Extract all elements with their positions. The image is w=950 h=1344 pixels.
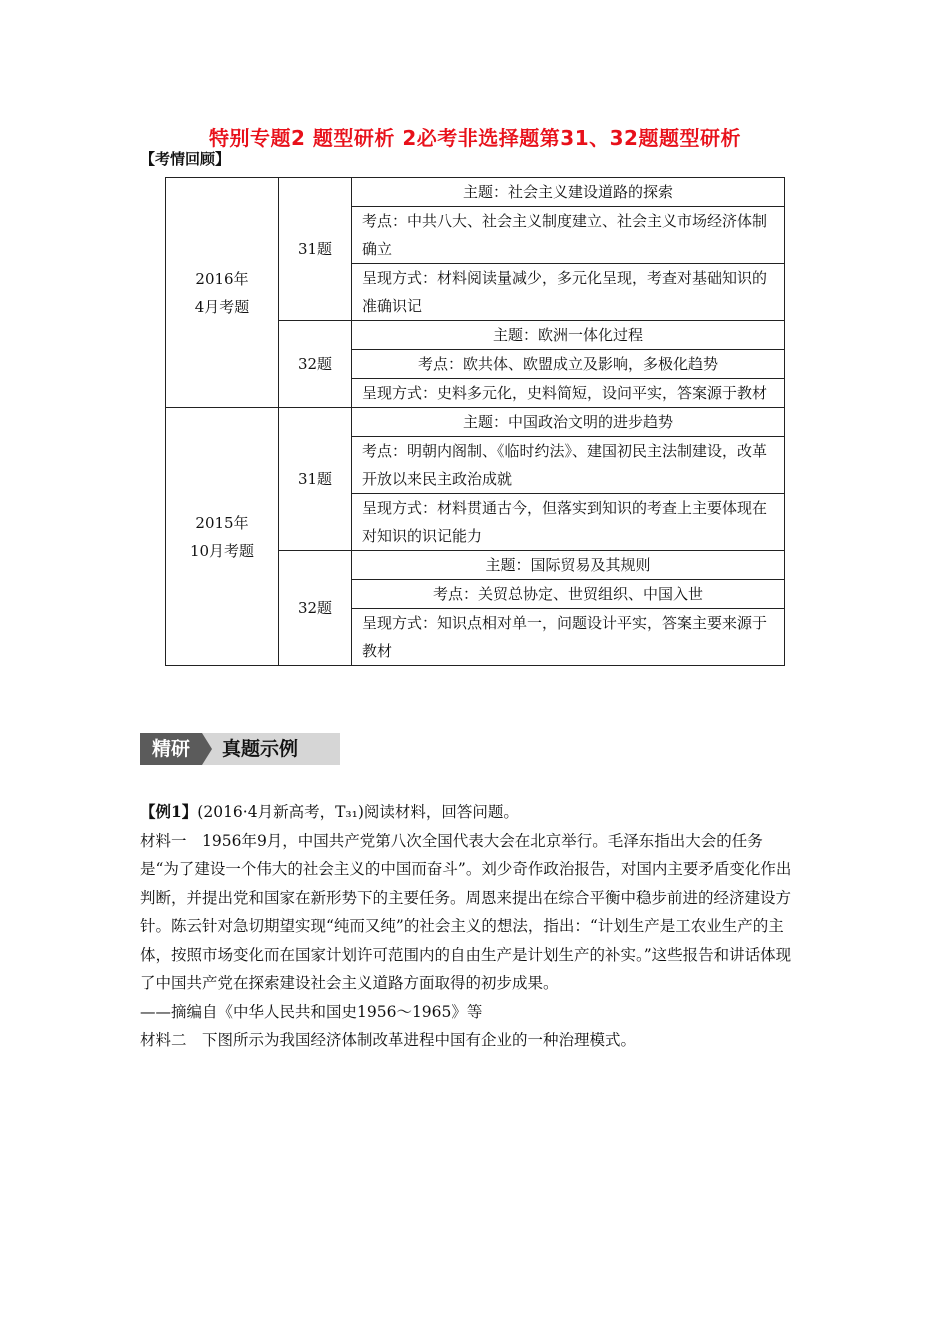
question-point: 考点：明朝内阁制、《临时约法》、建国初民主法制建设，改革开放以来民主政治成就 [352, 437, 785, 494]
question-theme: 主题：国际贸易及其规则 [352, 551, 785, 580]
exam-year-cell [166, 178, 279, 408]
question-presentation: 呈现方式：知识点相对单一，问题设计平实，答案主要来源于教材 [352, 609, 785, 666]
exam-year: 2015年 [195, 513, 249, 532]
exam-month: 4月考题 [194, 297, 250, 316]
question-number: 31题 [279, 408, 352, 551]
example-source: (2016·4月新高考，T₃₁)阅读材料，回答问题。 [197, 803, 519, 821]
material-one: 材料一 1956年9月，中国共产党第八次全国代表大会在北京举行。毛泽东指出大会的任务是“为了建设一个伟大的社会主义的中国而奋斗”。刘少奇作政治报告，对国内主要矛盾变化作出判断，并提出党和国家在新形势下的主要任务。周恩来提出在综合平衡中稳步前进的经济建设方针。陈云针对急切期望实现“纯而又纯”的社会主义的想法，指出：“计划生产是工农业生产的主体，按照市场变化而在国家计划许可范围内的自由生产是计划生产的补实。”这些报告和讲话体现了中国共产党在探索建设社会主义道路方面取得的初步成果。 [140, 831, 792, 992]
exam-year: 2016年 [195, 269, 249, 288]
question-number: 32题 [279, 551, 352, 666]
section-banner [140, 733, 340, 765]
material-two: 材料二 下图所示为我国经济体制改革进程中国有企业的一种治理模式。 [140, 1031, 637, 1049]
question-presentation: 呈现方式：材料贯通古今，但落实到知识的考查上主要体现在对知识的识记能力 [352, 494, 785, 551]
question-theme: 主题：中国政治文明的进步趋势 [352, 408, 785, 437]
question-point: 考点：中共八大、社会主义制度建立、社会主义市场经济体制确立 [352, 207, 785, 264]
example-heading [140, 798, 800, 827]
exam-review-table [165, 177, 785, 666]
section-label: 【考情回顾】 [140, 150, 231, 168]
question-number: 32题 [279, 321, 352, 408]
question-theme: 主题：欧洲一体化过程 [352, 321, 785, 350]
question-theme: 主题：社会主义建设道路的探索 [352, 178, 785, 207]
page-title: 特别专题2 题型研析 2必考非选择题第31、32题题型研析 [209, 126, 741, 150]
banner-tag: 精研 [140, 733, 202, 765]
example-label: 【例1】 [140, 802, 198, 821]
example-block [140, 798, 800, 1055]
exam-month: 10月考题 [189, 541, 255, 560]
exam-year-cell [166, 408, 279, 666]
banner-arrow-icon [202, 733, 212, 765]
question-point: 考点：关贸总协定、世贸组织、中国入世 [352, 580, 785, 609]
question-presentation: 呈现方式：材料阅读量减少，多元化呈现，考查对基础知识的准确识记 [352, 264, 785, 321]
banner-heading: 真题示例 [222, 738, 299, 760]
question-point: 考点：欧共体、欧盟成立及影响，多极化趋势 [352, 350, 785, 379]
material-citation: ——摘编自《中华人民共和国史1956～1965》等 [140, 1002, 483, 1021]
question-presentation: 呈现方式：史料多元化，史料简短，设问平实，答案源于教材 [352, 379, 785, 408]
question-number: 31题 [279, 178, 352, 321]
